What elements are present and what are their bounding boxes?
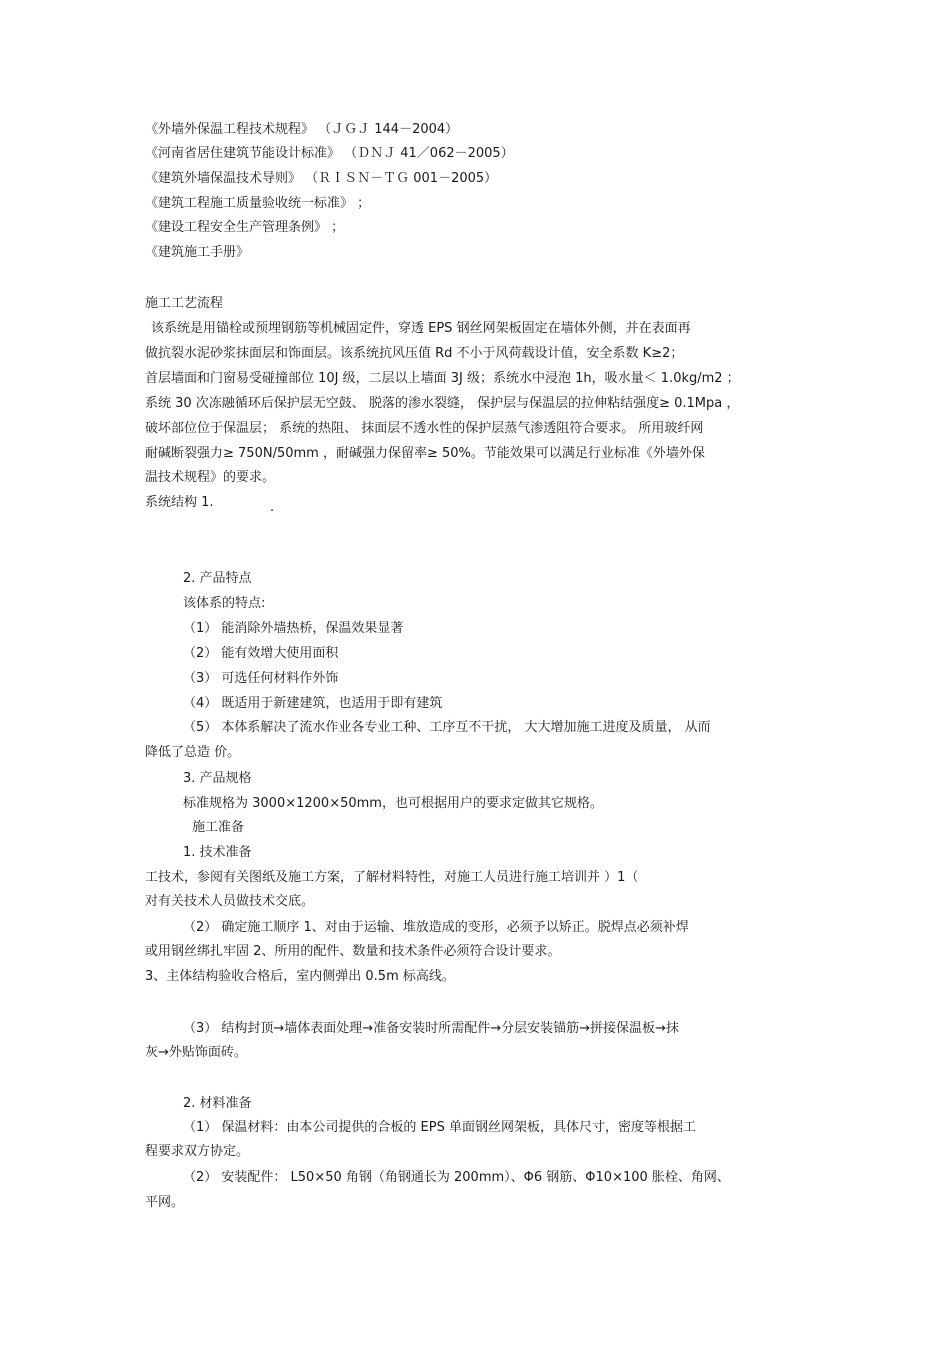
reference-3: 《建筑外墙保温技术导则》 （ＲＩＳＮ－ＴＧ 001－2005） <box>145 171 498 186</box>
feature-item-3: （3） 可选任何材料作外饰 <box>183 671 339 686</box>
process-line-6: 耐碱断裂强力≥ 750N/50mm ，耐碱强力保留率≥ 50%。节能效果可以满足行业标准《外墙外保 <box>145 446 705 461</box>
prep-heading: 施工准备 <box>192 820 245 835</box>
process-line-2: 做抗裂水泥砂浆抹面层和饰面层。该系统抗风压值 Rd 不小于风荷载设计值，安全系数 K≥2； <box>145 346 684 361</box>
materials-line-1: （1） 保温材料：由本公司提供的合板的 EPS 单面钢丝网架板，具体尺寸，密度等根据工 <box>183 1120 696 1135</box>
order-line-3: 3、主体结构验收合格后，室内侧弹出 0.5m 标高线。 <box>145 969 455 984</box>
process-line-4: 系统 30 次冻融循环后保护层无空鼓、 脱落的渗水裂缝， 保护层与保温层的拉伸粘结强度≥ 0.1Mpa ， <box>145 396 740 411</box>
system-structure: 系统结构 1. <box>145 495 214 510</box>
reference-1: 《外墙外保温工程技术规程》 （ＪＧＪ 144－2004） <box>145 122 459 137</box>
sequence-line-2: 灰→外贴饰面砖。 <box>145 1045 247 1060</box>
order-line-2: 或用钢丝绑扎牢固 2、所用的配件、数量和技术条件必须符合设计要求。 <box>145 944 561 959</box>
materials-line-4: 平网。 <box>145 1195 185 1210</box>
tech-prep-line-2: 对有关技术人员做技术交底。 <box>145 894 315 909</box>
reference-6: 《建筑施工手册》 <box>145 245 250 260</box>
feature-item-1: （1） 能消除外墙热桥，保温效果显著 <box>183 621 404 636</box>
reference-4: 《建筑工程施工质量验收统一标准》 ； <box>145 196 371 211</box>
process-line-5: 破坏部位位于保温层； 系统的热阻、 抹面层不透水性的保护层蒸气渗透阻符合要求。 所用玻纤网 <box>145 421 704 436</box>
feature-item-5: （5） 本体系解决了流水作业各专业工种、工序互不干扰， 大大增加施工进度及质量， 从而 <box>183 720 711 735</box>
process-heading: 施工工艺流程 <box>145 296 224 311</box>
process-line-7: 温技术规程》的要求。 <box>145 470 276 485</box>
materials-line-2: 程要求双方协定。 <box>145 1144 250 1159</box>
spec-text: 标准规格为 3000×1200×50mm，也可根据用户的要求定做其它规格。 <box>183 796 603 811</box>
tech-prep-line-1: 工技术，参阅有关图纸及施工方案，了解材料特性，对施工人员进行施工培训并 ）1（ <box>145 870 639 885</box>
sequence-line-1: （3） 结构封顶→墙体表面处理→准备安装时所需配件→分层安装锚筋→拼接保温板→抹 <box>183 1021 679 1036</box>
structure-dot: . <box>270 500 275 515</box>
materials-line-3: （2） 安装配件： L50×50 角钢（角钢通长为 200mm）、Φ6 钢筋、Φ10×100 胀栓、角网、 <box>183 1170 730 1185</box>
reference-5: 《建设工程安全生产管理条例》 ； <box>145 220 345 235</box>
materials-heading: 2. 材料准备 <box>183 1096 252 1111</box>
features-heading: 2. 产品特点 <box>183 571 252 586</box>
features-intro: 该体系的特点: <box>183 596 266 611</box>
process-line-1: 该系统是用锚栓或预埋钢筋等机械固定件，穿透 EPS 钢丝网架板固定在墙体外侧，并在表面再 <box>151 321 691 336</box>
feature-item-5-cont: 降低了总造 价。 <box>145 745 241 760</box>
feature-item-2: （2） 能有效增大使用面积 <box>183 646 339 661</box>
order-line-1: （2） 确定施工顺序 1、对由于运输、堆放造成的变形，必须予以矫正。脱焊点必须补焊 <box>183 920 689 935</box>
tech-prep-heading: 1. 技术准备 <box>183 845 252 860</box>
spec-heading: 3. 产品规格 <box>183 771 252 786</box>
feature-item-4: （4） 既适用于新建建筑，也适用于即有建筑 <box>183 696 443 711</box>
process-line-3: 首层墙面和门窗易受碰撞部位 10J 级，二层以上墙面 3J 级；系统水中浸泡 1h，吸水量＜ 1.0kg/m2 ； <box>145 371 740 386</box>
reference-2: 《河南省居住建筑节能设计标准》 （ＤＮＪ 41／062－2005） <box>145 146 514 161</box>
